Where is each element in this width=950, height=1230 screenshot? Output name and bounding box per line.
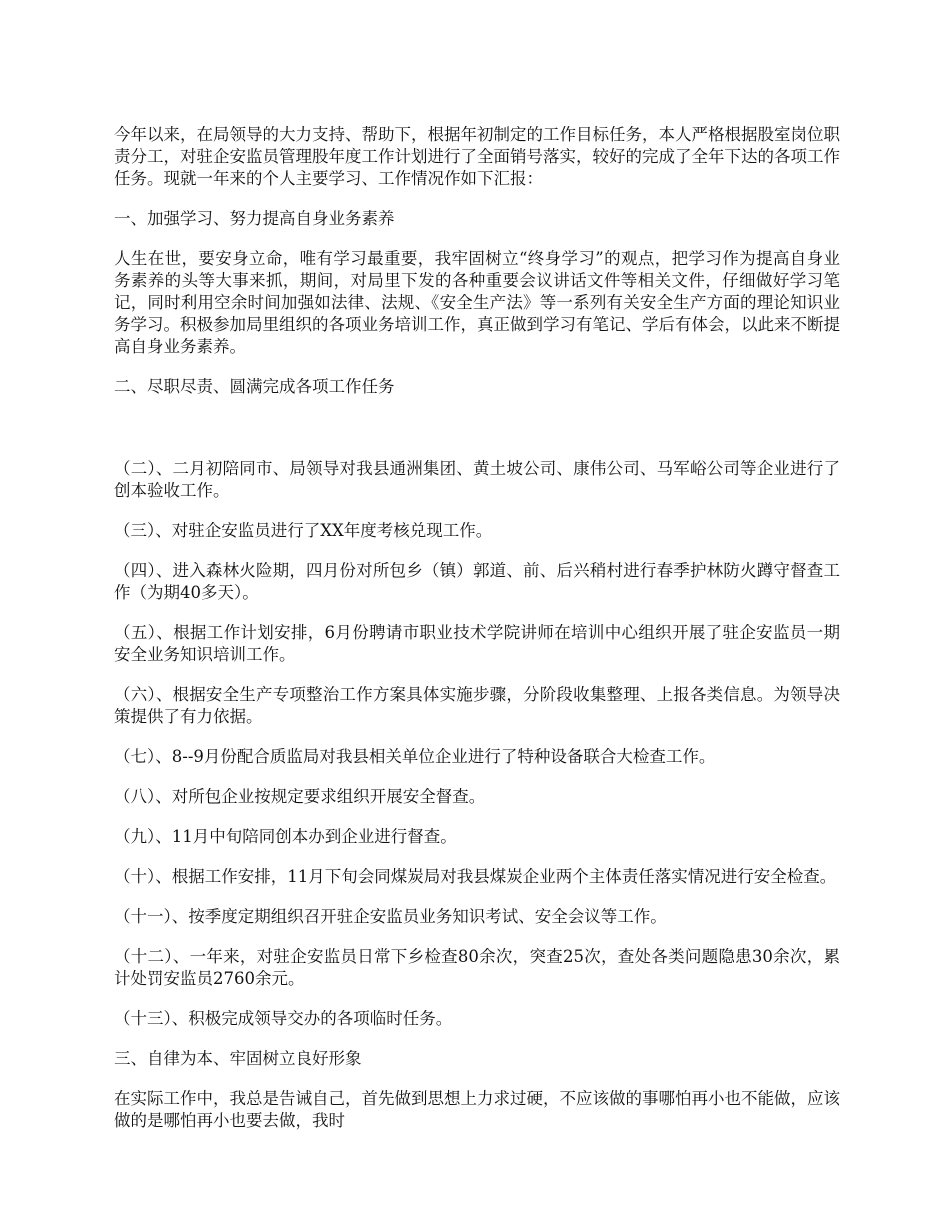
blank-gap [114,416,840,458]
task-item: （五）、根据工作计划安排，6月份聘请市职业技术学院讲师在培训中心组织开展了驻企安监员一期安全业务知识培训工作。 [114,623,840,664]
task-item: （十三）、积极完成领导交办的各项临时任务。 [114,1009,453,1028]
section-2-heading: 二、尽职尽责、圆满完成各项工作任务 [114,377,395,396]
task-item: （十一）、按季度定期组织召开驻企安监员业务知识考试、安全会议等工作。 [114,907,667,926]
section-1-heading: 一、加强学习、努力提高自身业务素养 [114,209,395,228]
task-item: （四）、进入森林火险期，四月份对所包乡（镇）郭道、前、后兴稍村进行春季护林防火蹲守督查工作（为期40多天）。 [114,561,840,602]
intro-paragraph: 今年以来，在局领导的大力支持、帮助下，根据年初制定的工作目标任务，本人严格根据股室岗位职责分工，对驻企安监员管理股年度工作计划进行了全面销号落实，较好的完成了全年下达的各项工作任务。现就一年来的个人主要学习、工作情况作如下汇报： [114,125,840,188]
task-item: （十）、根据工作安排，11月下旬会同煤炭局对我县煤炭企业两个主体责任落实情况进行安全检查。 [114,867,837,886]
task-item: （七）、8--9月份配合质监局对我县相关单位企业进行了特种设备联合大检查工作。 [114,747,716,766]
task-item: （八）、对所包企业按规定要求组织开展安全督查。 [114,787,486,806]
section-3-heading: 三、自律为本、牢固树立良好形象 [114,1049,362,1068]
task-item: （九）、11月中旬陪同创本办到企业进行督查。 [114,827,457,846]
section-3-body: 在实际工作中，我总是告诫自己，首先做到思想上力求过硬，不应该做的事哪怕再小也不能做，应该做的是哪怕再小也要去做，我时 [114,1089,840,1130]
task-item: （十二）、一年来，对驻企安监员日常下乡检查80余次，突查25次，查处各类问题隐患30余次，累计处罚安监员2760余元。 [114,947,840,988]
task-item: （二）、二月初陪同市、局领导对我县通洲集团、黄土坡公司、康伟公司、马军峪公司等企业进行了创本验收工作。 [114,459,840,500]
task-item: （六）、根据安全生产专项整治工作方案具体实施步骤，分阶段收集整理、上报各类信息。为领导决策提供了有力依据。 [114,685,840,726]
document-page [114,124,840,1150]
section-1-body: 人生在世，要安身立命，唯有学习最重要，我牢固树立“终身学习”的观点，把学习作为提高自身业务素养的头等大事来抓，期间，对局里下发的各种重要会议讲话文件等相关文件，仔细做好学习笔记，同时利用空余时间加强如法律、法规、《安全生产法》等一系列有关安全生产方面的理论知识业务学习。积极参加局里组织的各项业务培训工作，真正做到学习有笔记、学后有体会，以此来不断提高自身业务素养。 [114,249,840,356]
task-item: （三）、对驻企安监员进行了XX年度考核兑现工作。 [114,521,493,540]
